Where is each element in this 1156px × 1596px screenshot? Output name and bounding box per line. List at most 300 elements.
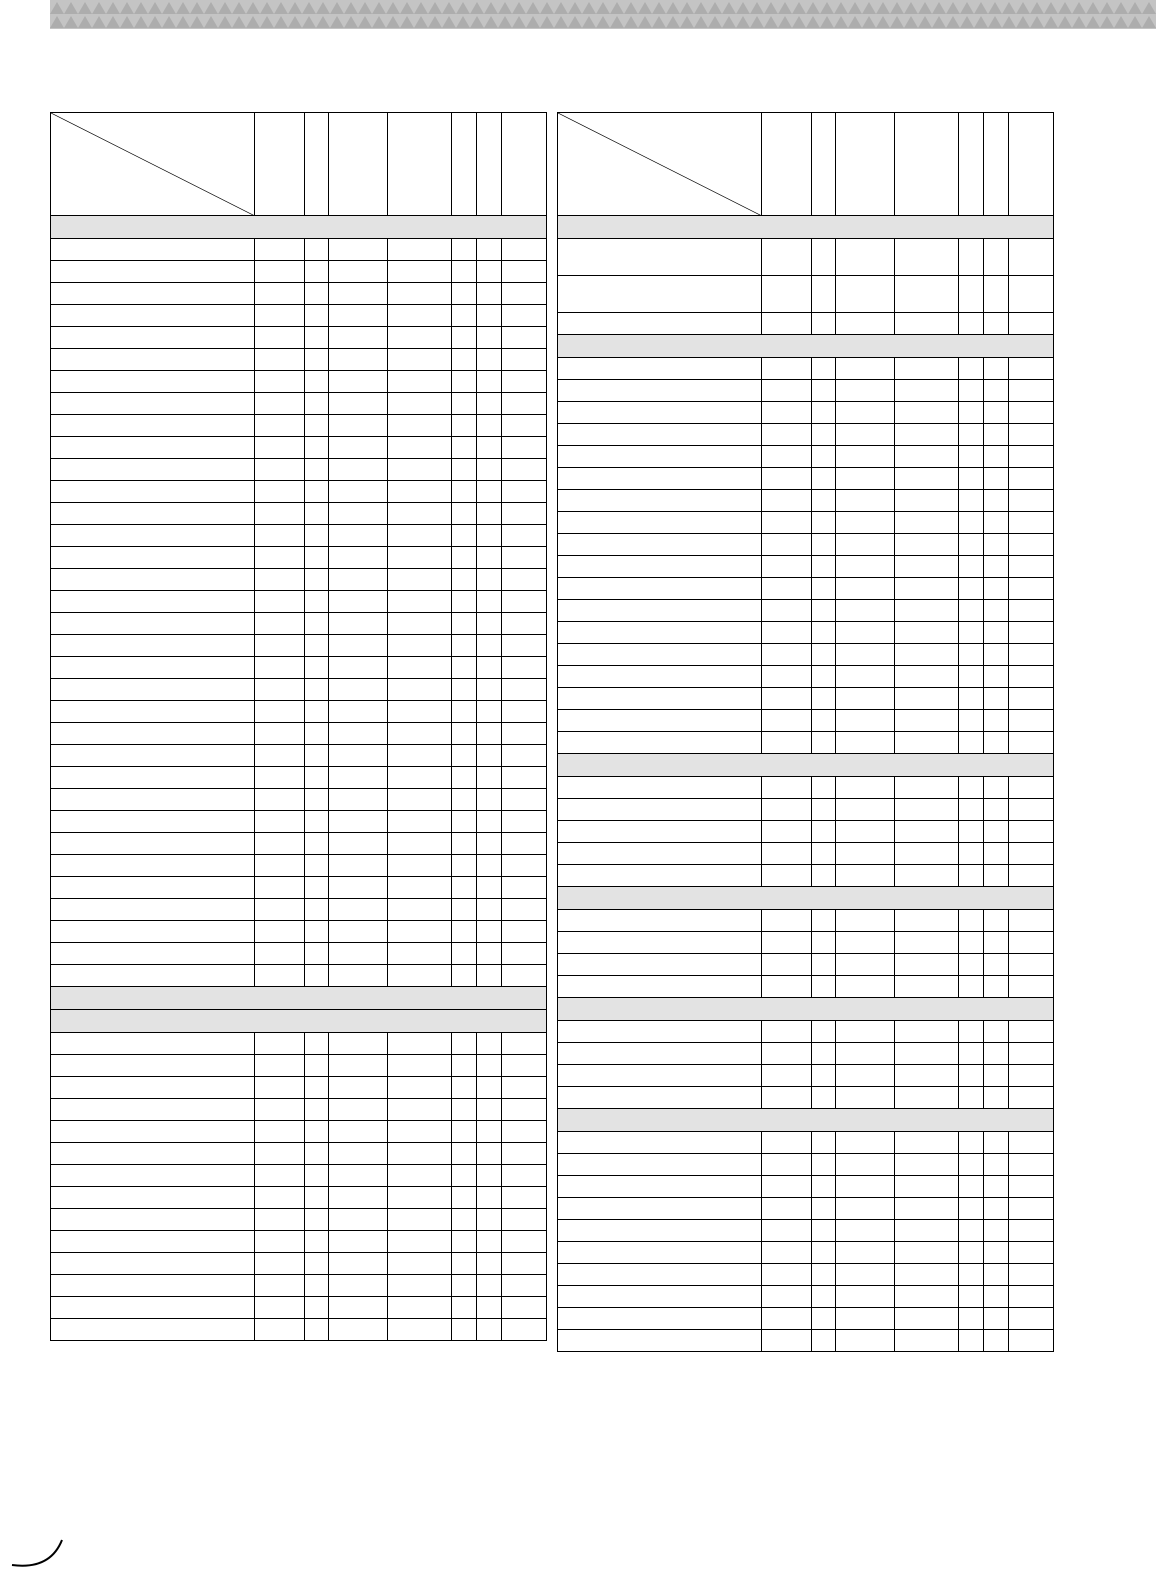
row-label-cell [558,1286,762,1308]
table-cell [388,503,452,525]
table-cell [762,1176,812,1198]
table-cell [305,437,329,459]
table-cell [836,468,895,490]
row-label-cell [558,358,762,380]
table-row [51,965,547,987]
table-cell [959,600,984,622]
table-row [51,415,547,437]
row-label-cell [558,932,762,954]
table-cell [388,701,452,723]
table-cell [984,976,1009,998]
table-cell [1009,954,1054,976]
table-cell [1009,239,1054,276]
row-label-cell [558,865,762,887]
table-cell [255,349,305,371]
table-cell [477,679,502,701]
table-cell [329,415,388,437]
table-cell [984,490,1009,512]
table-cell [502,745,547,767]
table-cell [959,622,984,644]
table-cell [762,932,812,954]
table-cell [452,327,477,349]
table-cell [255,657,305,679]
table-cell [895,1330,959,1352]
table-cell [305,481,329,503]
row-label-cell [558,446,762,468]
row-label-cell [51,899,255,921]
table-cell [836,1154,895,1176]
section-row [558,998,1054,1021]
table-cell [305,349,329,371]
table-cell [388,811,452,833]
table-cell [452,305,477,327]
table-cell [1009,732,1054,754]
table-cell [812,1065,836,1087]
table-cell [329,1143,388,1165]
table-cell [255,1121,305,1143]
left-table-body [51,113,547,1341]
table-cell [502,723,547,745]
row-label-cell [558,666,762,688]
table-cell [1009,556,1054,578]
table-cell [836,1087,895,1109]
table-cell [895,1198,959,1220]
table-cell [1009,468,1054,490]
table-cell [477,1099,502,1121]
table-cell [305,1165,329,1187]
row-label-cell [51,283,255,305]
table-cell [452,679,477,701]
row-label-cell [558,424,762,446]
table-cell [255,1275,305,1297]
table-cell [1009,1308,1054,1330]
table-cell [329,723,388,745]
table-cell [836,666,895,688]
table-cell [984,446,1009,468]
section-row [51,216,547,239]
table-cell [255,833,305,855]
table-cell [959,1087,984,1109]
table-row [51,1165,547,1187]
row-label-cell [51,613,255,635]
table-cell [477,833,502,855]
table-cell [959,1021,984,1043]
table-cell [329,965,388,987]
table-cell [329,701,388,723]
table-cell [477,1209,502,1231]
table-cell [305,1055,329,1077]
table-cell [836,1330,895,1352]
table-cell [329,547,388,569]
table-cell [959,932,984,954]
table-cell [329,239,388,261]
table-cell [1009,622,1054,644]
table-row [51,1231,547,1253]
table-cell [762,710,812,732]
table-cell [255,1099,305,1121]
table-cell [984,1065,1009,1087]
row-label-cell [558,468,762,490]
table-cell [502,1297,547,1319]
table-cell [255,1209,305,1231]
table-cell [329,1209,388,1231]
table-cell [255,503,305,525]
table-cell [452,1319,477,1341]
table-cell [329,437,388,459]
table-cell [452,547,477,569]
table-row [558,1308,1054,1330]
row-label-cell [51,877,255,899]
table-row [558,865,1054,887]
table-cell [812,1308,836,1330]
table-cell [959,1242,984,1264]
table-cell [477,723,502,745]
table-cell [329,591,388,613]
row-label-cell [51,855,255,877]
table-cell [255,459,305,481]
row-label-cell [51,1165,255,1187]
table-cell [812,666,836,688]
row-label-cell [51,657,255,679]
table-cell [984,276,1009,313]
table-cell [959,1132,984,1154]
table-cell [255,591,305,613]
table-cell [502,569,547,591]
table-cell [959,490,984,512]
table-cell [452,701,477,723]
table-cell [502,811,547,833]
table-cell [329,1099,388,1121]
table-cell [984,644,1009,666]
table-row [51,283,547,305]
table-cell [895,512,959,534]
table-cell [895,1021,959,1043]
table-cell [255,855,305,877]
row-label-cell [51,415,255,437]
table-cell [477,701,502,723]
row-label-cell [558,1176,762,1198]
table-cell [1009,976,1054,998]
table-row [558,910,1054,932]
table-cell [388,1165,452,1187]
column-header-cell [959,113,984,216]
row-label-cell [51,1077,255,1099]
table-cell [477,1297,502,1319]
row-label-cell [51,1319,255,1341]
row-label-cell [51,503,255,525]
table-cell [477,547,502,569]
table-cell [836,865,895,887]
row-label-cell [558,821,762,843]
table-cell [984,799,1009,821]
table-cell [477,899,502,921]
table-cell [836,402,895,424]
table-cell [895,843,959,865]
table-cell [329,1121,388,1143]
table-cell [255,965,305,987]
table-cell [762,1154,812,1176]
table-cell [895,688,959,710]
table-row [558,446,1054,468]
table-row [558,1087,1054,1109]
table-cell [255,415,305,437]
table-cell [984,910,1009,932]
table-cell [812,976,836,998]
table-cell [836,534,895,556]
table-cell [305,503,329,525]
table-cell [255,1033,305,1055]
corner-header-cell [51,113,255,216]
section-row [558,335,1054,358]
table-cell [452,1187,477,1209]
table-cell [477,1275,502,1297]
table-cell [836,313,895,335]
table-cell [388,1033,452,1055]
table-cell [836,688,895,710]
table-cell [255,239,305,261]
section-heading-cell [558,1109,1054,1132]
header-pattern-band [50,0,1156,29]
table-cell [502,1275,547,1297]
table-cell [895,1176,959,1198]
table-cell [836,1220,895,1242]
table-cell [895,239,959,276]
row-label-cell [51,393,255,415]
table-cell [305,547,329,569]
table-row [558,556,1054,578]
table-cell [762,732,812,754]
row-label-cell [51,745,255,767]
table-cell [895,600,959,622]
table-cell [388,899,452,921]
table-cell [762,1242,812,1264]
table-cell [984,1198,1009,1220]
row-label-cell [51,1297,255,1319]
table-cell [812,1021,836,1043]
table-cell [477,921,502,943]
row-label-cell [51,1121,255,1143]
table-cell [452,569,477,591]
table-row [558,732,1054,754]
table-cell [502,327,547,349]
table-cell [388,525,452,547]
table-cell [452,393,477,415]
table-cell [329,1055,388,1077]
table-cell [329,1165,388,1187]
table-cell [477,569,502,591]
row-label-cell [558,276,762,313]
table-cell [1009,1264,1054,1286]
table-cell [502,657,547,679]
table-cell [477,283,502,305]
table-cell [452,371,477,393]
table-cell [812,1043,836,1065]
table-cell [762,313,812,335]
table-cell [762,358,812,380]
table-cell [477,481,502,503]
row-label-cell [51,239,255,261]
table-cell [1009,1286,1054,1308]
table-cell [762,490,812,512]
table-cell [1009,1021,1054,1043]
table-cell [1009,534,1054,556]
table-cell [959,424,984,446]
table-cell [255,261,305,283]
table-cell [305,877,329,899]
row-label-cell [51,1099,255,1121]
table-cell [388,1143,452,1165]
table-cell [388,437,452,459]
table-cell [329,899,388,921]
row-label-cell [51,525,255,547]
table-cell [477,415,502,437]
table-row [51,239,547,261]
table-cell [502,459,547,481]
row-label-cell [51,679,255,701]
table-cell [895,358,959,380]
table-cell [452,877,477,899]
table-cell [477,1055,502,1077]
table-cell [959,1065,984,1087]
table-row [51,789,547,811]
table-cell [762,954,812,976]
table-cell [812,932,836,954]
table-row [51,1319,547,1341]
table-cell [255,679,305,701]
table-cell [984,1264,1009,1286]
table-cell [255,393,305,415]
table-cell [836,490,895,512]
row-label-cell [51,1231,255,1253]
table-cell [329,1297,388,1319]
table-cell [1009,799,1054,821]
table-cell [452,1275,477,1297]
table-cell [836,622,895,644]
table-row [51,1209,547,1231]
table-cell [329,679,388,701]
table-cell [836,276,895,313]
table-cell [305,459,329,481]
table-cell [388,459,452,481]
table-cell [895,490,959,512]
table-cell [477,855,502,877]
table-cell [329,877,388,899]
row-label-cell [558,910,762,932]
table-cell [895,534,959,556]
table-cell [255,1055,305,1077]
table-cell [329,525,388,547]
table-cell [388,591,452,613]
table-cell [329,481,388,503]
table-cell [812,910,836,932]
table-cell [452,613,477,635]
table-cell [762,600,812,622]
table-cell [452,1231,477,1253]
table-cell [329,1319,388,1341]
table-cell [305,569,329,591]
table-cell [959,644,984,666]
table-row [558,600,1054,622]
table-cell [762,446,812,468]
row-label-cell [51,305,255,327]
table-cell [959,1330,984,1352]
table-cell [477,635,502,657]
table-cell [502,943,547,965]
column-header-cell [305,113,329,216]
table-row [51,877,547,899]
table-row [558,1154,1054,1176]
table-cell [959,1308,984,1330]
table-cell [477,459,502,481]
table-cell [452,261,477,283]
row-label-cell [51,437,255,459]
table-cell [329,1253,388,1275]
table-cell [959,1043,984,1065]
table-cell [762,468,812,490]
table-cell [895,976,959,998]
table-cell [1009,1132,1054,1154]
section-heading-cell [558,998,1054,1021]
table-cell [388,1077,452,1099]
table-row [51,525,547,547]
table-cell [762,976,812,998]
table-cell [329,459,388,481]
table-cell [388,745,452,767]
row-label-cell [558,1065,762,1087]
table-cell [762,1264,812,1286]
table-row [51,679,547,701]
table-cell [329,349,388,371]
table-row [558,313,1054,335]
table-cell [1009,490,1054,512]
table-cell [477,965,502,987]
table-cell [762,1065,812,1087]
table-cell [836,1176,895,1198]
table-cell [329,305,388,327]
table-cell [329,745,388,767]
table-cell [477,1143,502,1165]
table-row [51,723,547,745]
table-cell [388,393,452,415]
table-cell [959,556,984,578]
table-row [51,657,547,679]
table-cell [452,481,477,503]
table-row [51,503,547,525]
table-cell [1009,1087,1054,1109]
table-cell [895,865,959,887]
row-label-cell [558,578,762,600]
table-row [51,921,547,943]
table-cell [502,635,547,657]
table-cell [305,1143,329,1165]
table-cell [452,1055,477,1077]
table-cell [959,468,984,490]
table-cell [1009,1043,1054,1065]
section-heading-cell [558,754,1054,777]
table-cell [895,1286,959,1308]
table-row [558,424,1054,446]
table-cell [305,789,329,811]
table-cell [255,1253,305,1275]
table-cell [1009,821,1054,843]
row-label-cell [51,1033,255,1055]
section-row [558,754,1054,777]
table-cell [452,657,477,679]
row-label-cell [558,1198,762,1220]
row-label-cell [558,710,762,732]
table-cell [1009,777,1054,799]
table-cell [305,1253,329,1275]
